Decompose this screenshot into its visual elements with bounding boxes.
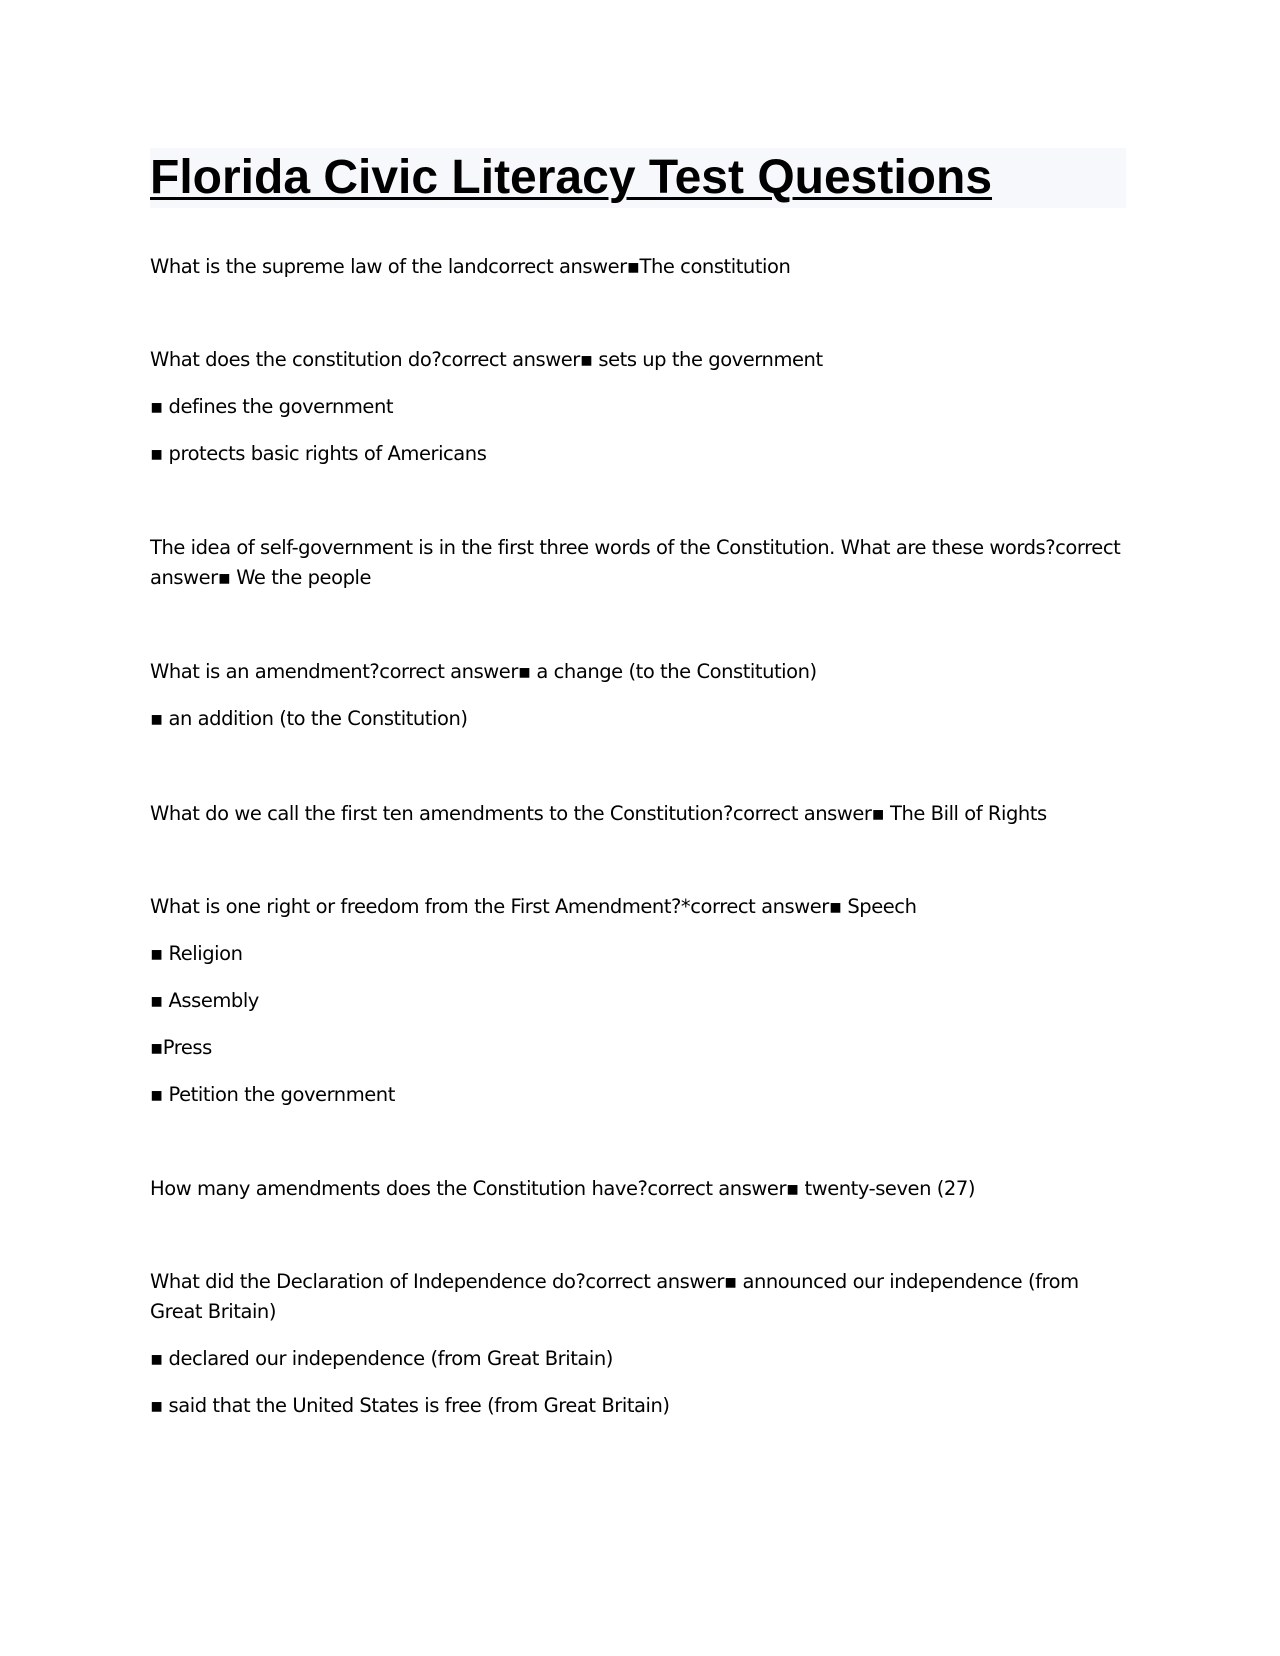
answer-item: ▪ Assembly [150,989,259,1012]
question-block [150,345,1126,469]
question-text: What do we call the first ten amendments to the Constitution?correct answer▪ The Bill of Rights [150,802,1047,825]
question-text: How many amendments does the Constitution have?correct answer▪ twenty-seven (27) [150,1177,975,1200]
answer-item: ▪ defines the government [150,395,394,418]
question-text: What did the Declaration of Independence do?correct answer▪ announced our independence (from Great Britain) [150,1270,1079,1323]
question-text: The idea of self-government is in the first three words of the Constitution. What are these words?correct answer▪ We the people [150,536,1121,589]
question-text: What is the supreme law of the landcorrect answer▪The constitution [150,255,791,278]
title-band [150,148,1126,208]
answer-item: ▪Press [150,1036,212,1059]
answer-item: ▪ Religion [150,942,243,965]
question-block [150,892,1126,1110]
question-text: What is one right or freedom from the First Amendment?*correct answer▪ Speech [150,895,917,918]
answer-item: ▪ declared our independence (from Great Britain) [150,1347,613,1370]
question-block [150,657,1126,734]
question-block [150,252,1126,282]
question-block [150,1267,1126,1421]
document-title: Florida Civic Literacy Test Questions [150,151,993,204]
question-block [150,1174,1126,1204]
answer-item: ▪ an addition (to the Constitution) [150,707,468,730]
answer-item: ▪ protects basic rights of Americans [150,442,487,465]
answer-item: ▪ Petition the government [150,1083,395,1106]
question-text: What does the constitution do?correct answer▪ sets up the government [150,348,823,371]
question-block [150,533,1126,593]
question-block [150,799,1126,829]
question-text: What is an amendment?correct answer▪ a change (to the Constitution) [150,660,817,683]
answer-item: ▪ said that the United States is free (from Great Britain) [150,1394,670,1417]
document-page [150,148,1126,1417]
